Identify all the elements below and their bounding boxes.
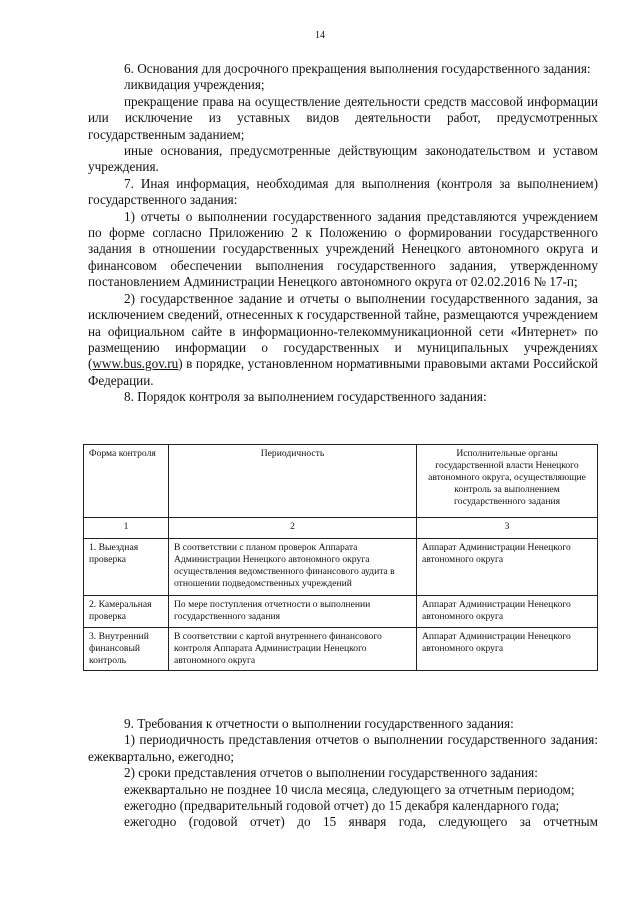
section8-heading: 8. Порядок контроля за выполнением государственного задания: xyxy=(124,389,487,405)
section9-item5: ежегодно (годовой отчет) до 15 января года, следующего за отчетным xyxy=(124,814,598,830)
col-number-1: 1 xyxy=(84,518,169,539)
table-number-row xyxy=(84,518,598,539)
section9-item2: 2) сроки представления отчетов о выполнении государственного задания: xyxy=(124,765,538,781)
row2-organ: Аппарат Администрации Ненецкого автономного округа xyxy=(417,596,598,628)
section6-item1: ликвидация учреждения; xyxy=(124,77,265,93)
section7-item2-text2: ) в порядке, установленном нормативными правовыми актами Российской Федерации. xyxy=(88,356,598,388)
row2-form: 2. Камеральная проверка xyxy=(84,596,169,628)
row1-organ: Аппарат Администрации Ненецкого автономного округа xyxy=(417,539,598,596)
row3-organ: Аппарат Администрации Ненецкого автономного округа xyxy=(417,628,598,671)
table-row xyxy=(84,539,598,596)
col-number-3: 3 xyxy=(417,518,598,539)
row1-form: 1. Выездная проверка xyxy=(84,539,169,596)
header-form: Форма контроля xyxy=(84,445,169,518)
section6-heading: 6. Основания для досрочного прекращения выполнения государственного задания: xyxy=(124,61,591,76)
section7-heading: 7. Иная информация, необходимая для выполнения (контроля за выполнением) государственного задания: xyxy=(88,175,598,208)
table-header-row xyxy=(84,445,598,518)
header-organ: Исполнительные органы государственной власти Ненецкого автономного округа, осуществляющие контроль за выполнением государственного задания xyxy=(417,445,598,518)
section9-heading: 9. Требования к отчетности о выполнении государственного задания: xyxy=(124,716,514,731)
row3-period: В соответствии с картой внутреннего финансового контроля Аппарата Администрации Ненецкого автономного округа xyxy=(169,628,417,671)
header-period: Периодичность xyxy=(169,445,417,518)
section7-item2-text1: 2) государственное задание и отчеты о выполнении государственного задания, за исключением сведений, отнесенных к государственной тайне, размещаются учреждением на официальном сайте в информационно-телекоммуникационной сети «Интернет» по размещению информации о государственных и муниципальных учреждениях ( xyxy=(88,290,598,372)
control-table xyxy=(83,444,598,671)
table-row xyxy=(84,596,598,628)
row1-period: В соответствии с планом проверок Аппарата Администрации Ненецкого автономного округа осуществления ведомственного финансового аудита в отношении подведомственных учреждений xyxy=(169,539,417,596)
section6-item2: прекращение права на осуществление деятельности средств массовой информации или исключение из уставных видов деятельности работ, предусмотренных государственным заданием; xyxy=(88,93,598,142)
document-body-bottom xyxy=(88,716,598,831)
section7-item1: 1) отчеты о выполнении государственного задания представляются учреждением по форме согласно Приложению 2 к Положению о формировании государственного задания в отношении государственных учреждений Ненецкого автономного округа и финансовом обеспечении выполнения государственного задания, утвержденному постановлением Администрации Ненецкого автономного округа от 02.02.2016 № 17-п; xyxy=(88,208,598,290)
page-number: 14 xyxy=(315,30,325,41)
section9-item3: ежеквартально не позднее 10 числа месяца, следующего за отчетным периодом; xyxy=(124,781,575,797)
section9-item1: 1) периодичность представления отчетов о выполнении государственного задания: ежеквартально, ежегодно; xyxy=(88,732,598,764)
section7-item2 xyxy=(88,291,598,389)
section6-item3: иные основания, предусмотренные действующим законодательством и уставом учреждения. xyxy=(88,143,598,175)
col-number-2: 2 xyxy=(169,518,417,539)
row3-form: 3. Внутренний финансовый контроль xyxy=(84,628,169,671)
bus-gov-link[interactable]: www.bus.gov.ru xyxy=(92,356,179,372)
row2-period: По мере поступления отчетности о выполнении государственного задания xyxy=(169,596,417,628)
section9-item4: ежегодно (предварительный годовой отчет) до 15 декабря календарного года; xyxy=(124,798,560,814)
table-row xyxy=(84,628,598,671)
document-body-top xyxy=(88,61,598,406)
